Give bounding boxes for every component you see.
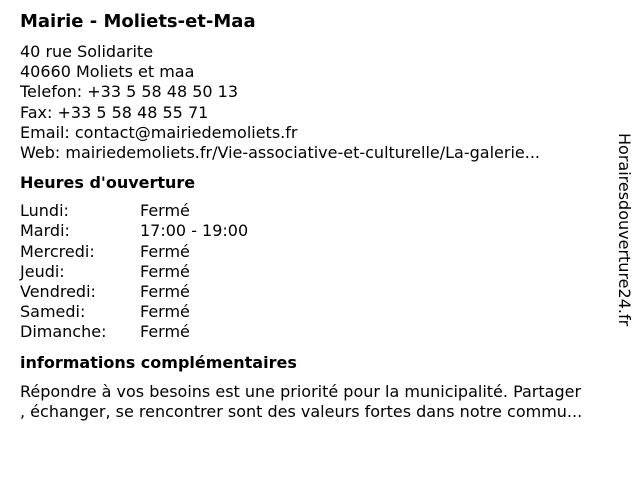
hours-heading: Heures d'ouverture [20,173,196,193]
website-link[interactable]: Web: mairiedemoliets.fr/Vie-associative-et-culturelle/La-galerie... [20,143,540,163]
hours-value: Fermé [140,261,190,281]
info-text-line: Répondre à vos besoins est une priorité pour la municipalité. Partager [20,381,582,401]
address-city: 40660 Moliets et maa [20,62,195,82]
hours-value: Fermé [140,201,190,221]
address-street: 40 rue Solidarite [20,42,154,61]
phone-number[interactable]: Telefon: +33 5 58 48 50 13 [20,82,239,102]
hours-day: Mercredi: [20,241,95,261]
info-text [20,382,625,422]
hours-row-mardi [20,221,625,241]
hours-row-lundi [20,201,625,221]
hours-row-dimanche [20,322,625,342]
listing-card [20,10,625,422]
hours-day: Samedi: [20,302,86,322]
info-heading: informations complémentaires [20,352,297,372]
hours-row-mercredi [20,242,625,262]
hours-value: Fermé [140,322,190,342]
hours-day: Vendredi: [20,282,96,302]
page-title: Mairie - Moliets-et-Maa [20,11,256,32]
email-link[interactable]: Email: contact@mairiedemoliets.fr [20,122,298,142]
hours-day: Lundi: [20,201,69,221]
hours-table [20,201,625,342]
hours-row-vendredi [20,282,625,302]
site-watermark: Horairesdouverture24.fr [615,133,634,327]
hours-value: Fermé [140,302,190,322]
hours-row-samedi [20,302,625,322]
hours-value: Fermé [140,282,190,302]
hours-day: Dimanche: [20,322,107,342]
hours-day: Mardi: [20,221,70,241]
fax-number: Fax: +33 5 58 48 55 71 [20,102,209,122]
hours-day: Jeudi: [20,261,65,281]
hours-value: Fermé [140,241,190,261]
hours-row-jeudi [20,262,625,282]
info-text-line: , échanger, se rencontrer sont des valeurs fortes dans notre commu... [20,401,583,421]
hours-value: 17:00 - 19:00 [140,221,249,241]
contact-block [20,42,625,163]
